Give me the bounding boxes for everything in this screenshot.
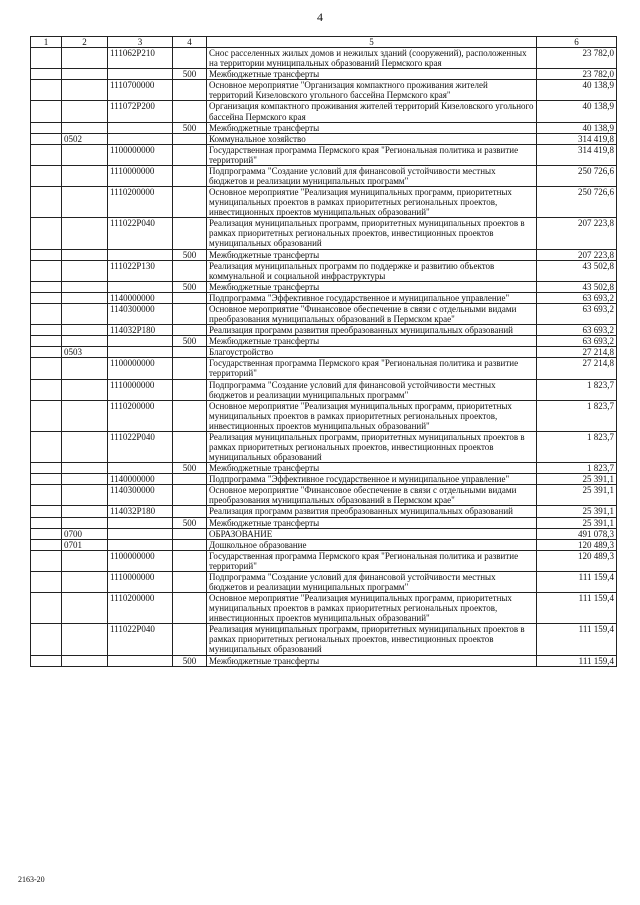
cell-amount: 1 823,7 [537,400,617,431]
cell-empty [31,400,62,431]
cell-amount: 111 159,4 [537,655,617,666]
cell-name: Основное мероприятие "Реализация муниципальных программ, приоритетных муниципальных проектов в рамках приоритетных региональных проектов, инвестиционных проектов муниципальных образований" [207,187,537,218]
cell-c3 [108,517,173,528]
cell-c2 [62,69,108,80]
cell-c3: 1140000000 [108,474,173,485]
cell-c4: 500 [173,122,207,133]
cell-empty [31,303,62,324]
cell-name: Снос расселенных жилых домов и нежилых зданий (сооружений), расположенных на территории муниципальных образований Пермского края [207,48,537,69]
cell-name: Межбюджетные трансферты [207,655,537,666]
cell-c3: 1100000000 [108,550,173,571]
cell-c4 [173,80,207,101]
table-row [31,624,617,655]
cell-name: Подпрограмма "Эффективное государственное и муниципальное управление" [207,474,537,485]
cell-c3: 1110000000 [108,571,173,592]
cell-c3: 114032P180 [108,506,173,517]
cell-c3 [108,655,173,666]
cell-amount: 111 159,4 [537,593,617,624]
cell-amount: 1 823,7 [537,463,617,474]
cell-amount: 43 502,8 [537,281,617,292]
table-row [31,550,617,571]
cell-name: Межбюджетные трансферты [207,281,537,292]
cell-name: Основное мероприятие "Реализация муниципальных программ, приоритетных муниципальных проектов в рамках приоритетных региональных проектов, инвестиционных проектов муниципальных образований" [207,400,537,431]
cell-name: Подпрограмма "Создание условий для финансовой устойчивости местных бюджетов и реализации муниципальных программ" [207,165,537,186]
cell-name: Реализация муниципальных программ, приоритетных муниципальных проектов в рамках приоритетных региональных проектов, инвестиционных проектов муниципальных образований [207,431,537,462]
cell-c4 [173,506,207,517]
cell-c2 [62,249,108,260]
cell-amount: 40 138,9 [537,80,617,101]
cell-name: Межбюджетные трансферты [207,517,537,528]
cell-name: Подпрограмма "Создание условий для финансовой устойчивости местных бюджетов и реализации муниципальных программ" [207,571,537,592]
cell-c4: 500 [173,249,207,260]
cell-empty [31,485,62,506]
cell-amount: 207 223,8 [537,249,617,260]
table-row [31,218,617,249]
cell-amount: 120 489,3 [537,550,617,571]
cell-empty [31,593,62,624]
cell-empty [31,550,62,571]
table-row [31,292,617,303]
table-row [31,593,617,624]
table-row [31,655,617,666]
cell-name: Реализация муниципальных программ по поддержке и развитию объектов коммунальной и социальной инфраструктуры [207,260,537,281]
cell-c3: 1110700000 [108,80,173,101]
cell-c4: 500 [173,517,207,528]
cell-empty [31,122,62,133]
cell-c4 [173,485,207,506]
cell-c3 [108,528,173,539]
table-row [31,48,617,69]
cell-name: Основное мероприятие "Финансовое обеспечение в связи с отдельными видами преобразования муниципальных образований в Пермском крае" [207,485,537,506]
cell-amount: 250 726,6 [537,165,617,186]
header-cell: 6 [537,37,617,48]
cell-name: Межбюджетные трансферты [207,69,537,80]
cell-c2 [62,463,108,474]
table-row [31,101,617,122]
cell-amount: 1 823,7 [537,379,617,400]
cell-c3: 1110200000 [108,593,173,624]
cell-c3: 1140300000 [108,303,173,324]
table-row [31,133,617,144]
cell-name: Основное мероприятие "Организация компактного проживания жителей территорий Кизеловского угольного бассейна Пермского края" [207,80,537,101]
footer-code: 2163-20 [18,875,45,884]
cell-empty [31,624,62,655]
cell-empty [31,655,62,666]
cell-c4 [173,400,207,431]
cell-c4: 500 [173,655,207,666]
cell-c2 [62,593,108,624]
cell-amount: 25 391,1 [537,474,617,485]
cell-c2: 0700 [62,528,108,539]
cell-c3: 111022P040 [108,431,173,462]
cell-name: ОБРАЗОВАНИЕ [207,528,537,539]
table-row [31,144,617,165]
cell-name: Реализация муниципальных программ, приоритетных муниципальных проектов в рамках приоритетных региональных проектов, инвестиционных проектов муниципальных образований [207,218,537,249]
table-header-row [31,37,617,48]
cell-empty [31,260,62,281]
table-row [31,80,617,101]
cell-c4 [173,292,207,303]
cell-c3: 1110000000 [108,379,173,400]
cell-c3: 1100000000 [108,144,173,165]
cell-c4 [173,358,207,379]
cell-c4 [173,260,207,281]
cell-empty [31,69,62,80]
cell-c2 [62,101,108,122]
cell-c4 [173,218,207,249]
cell-c4 [173,431,207,462]
table-row [31,463,617,474]
cell-c3 [108,463,173,474]
header-cell: 5 [207,37,537,48]
cell-c2 [62,474,108,485]
cell-c2 [62,379,108,400]
cell-name: Межбюджетные трансферты [207,249,537,260]
header-cell: 2 [62,37,108,48]
cell-c2 [62,624,108,655]
table-row [31,122,617,133]
cell-name: Межбюджетные трансферты [207,122,537,133]
cell-empty [31,48,62,69]
table-row [31,303,617,324]
table-row [31,474,617,485]
table-row [31,379,617,400]
cell-amount: 63 693,2 [537,303,617,324]
cell-empty [31,539,62,550]
table-row [31,187,617,218]
header-cell: 3 [108,37,173,48]
cell-amount: 40 138,9 [537,122,617,133]
cell-amount: 23 782,0 [537,69,617,80]
cell-amount: 25 391,1 [537,517,617,528]
table-row [31,485,617,506]
cell-name: Подпрограмма "Эффективное государственное и муниципальное управление" [207,292,537,303]
cell-amount: 314 419,8 [537,144,617,165]
cell-c2 [62,165,108,186]
cell-c2 [62,400,108,431]
cell-name: Основное мероприятие "Реализация муниципальных программ, приоритетных муниципальных проектов в рамках приоритетных региональных проектов, инвестиционных проектов муниципальных образований" [207,593,537,624]
cell-c2: 0503 [62,347,108,358]
cell-c4 [173,539,207,550]
cell-c2 [62,336,108,347]
cell-name: Реализация программ развития преобразованных муниципальных образований [207,506,537,517]
table-row [31,539,617,550]
cell-c2 [62,48,108,69]
cell-amount: 111 159,4 [537,624,617,655]
cell-empty [31,325,62,336]
cell-empty [31,336,62,347]
cell-c2 [62,655,108,666]
cell-c4 [173,379,207,400]
cell-c3: 111062P210 [108,48,173,69]
table-row [31,260,617,281]
table-row [31,336,617,347]
table-row [31,506,617,517]
cell-c2 [62,303,108,324]
cell-c4 [173,325,207,336]
cell-name: Государственная программа Пермского края "Региональная политика и развитие территорий" [207,358,537,379]
cell-amount: 23 782,0 [537,48,617,69]
cell-c4 [173,133,207,144]
cell-c2 [62,506,108,517]
cell-amount: 491 078,3 [537,528,617,539]
cell-name: Государственная программа Пермского края "Региональная политика и развитие территорий" [207,144,537,165]
cell-amount: 1 823,7 [537,431,617,462]
header-cell: 4 [173,37,207,48]
cell-name: Коммунальное хозяйство [207,133,537,144]
cell-empty [31,218,62,249]
cell-c3: 1110200000 [108,400,173,431]
cell-empty [31,463,62,474]
cell-c3: 111022P040 [108,624,173,655]
table-row [31,400,617,431]
cell-amount: 43 502,8 [537,260,617,281]
table-row [31,431,617,462]
page-number: 4 [317,10,323,24]
cell-name: Дошкольное образование [207,539,537,550]
cell-amount: 63 693,2 [537,336,617,347]
cell-c4 [173,528,207,539]
cell-empty [31,281,62,292]
cell-c4 [173,303,207,324]
cell-c4: 500 [173,336,207,347]
cell-empty [31,144,62,165]
cell-c4 [173,624,207,655]
cell-c3 [108,347,173,358]
cell-c2 [62,517,108,528]
cell-c4 [173,48,207,69]
cell-empty [31,292,62,303]
cell-name: Благоустройство [207,347,537,358]
cell-empty [31,431,62,462]
cell-c3: 1140300000 [108,485,173,506]
cell-c3 [108,133,173,144]
cell-empty [31,474,62,485]
cell-amount: 250 726,6 [537,187,617,218]
table-row [31,165,617,186]
cell-c2 [62,122,108,133]
cell-c4 [173,144,207,165]
cell-amount: 63 693,2 [537,325,617,336]
cell-c2 [62,292,108,303]
cell-name: Подпрограмма "Создание условий для финансовой устойчивости местных бюджетов и реализации муниципальных программ" [207,379,537,400]
cell-c3: 114032P180 [108,325,173,336]
cell-name: Государственная программа Пермского края "Региональная политика и развитие территорий" [207,550,537,571]
cell-c3: 1110200000 [108,187,173,218]
cell-name: Основное мероприятие "Финансовое обеспечение в связи с отдельными видами преобразования муниципальных образований в Пермском крае" [207,303,537,324]
cell-empty [31,101,62,122]
cell-c3 [108,249,173,260]
cell-c4: 500 [173,281,207,292]
cell-c3: 111022P130 [108,260,173,281]
cell-c4 [173,550,207,571]
cell-c2 [62,218,108,249]
cell-c4 [173,593,207,624]
cell-c3 [108,69,173,80]
cell-name: Реализация программ развития преобразованных муниципальных образований [207,325,537,336]
table-row [31,249,617,260]
cell-c2 [62,281,108,292]
table-row [31,571,617,592]
cell-c2 [62,550,108,571]
cell-c4 [173,347,207,358]
cell-empty [31,347,62,358]
cell-c3: 1110000000 [108,165,173,186]
table-row [31,528,617,539]
table-row [31,358,617,379]
cell-c4 [173,101,207,122]
cell-empty [31,133,62,144]
cell-c2: 0502 [62,133,108,144]
cell-empty [31,358,62,379]
cell-c2 [62,485,108,506]
cell-c2: 0701 [62,539,108,550]
cell-amount: 25 391,1 [537,506,617,517]
table-row [31,325,617,336]
cell-amount: 314 419,8 [537,133,617,144]
cell-c4 [173,187,207,218]
cell-empty [31,379,62,400]
cell-empty [31,571,62,592]
cell-name: Реализация муниципальных программ, приоритетных муниципальных проектов в рамках приоритетных региональных проектов, инвестиционных проектов муниципальных образований [207,624,537,655]
cell-amount: 25 391,1 [537,485,617,506]
cell-c4 [173,165,207,186]
table-row [31,517,617,528]
cell-c3 [108,539,173,550]
cell-c2 [62,571,108,592]
cell-name: Межбюджетные трансферты [207,336,537,347]
cell-c4: 500 [173,69,207,80]
cell-amount: 111 159,4 [537,571,617,592]
cell-c3 [108,122,173,133]
cell-empty [31,506,62,517]
cell-c3: 111072P200 [108,101,173,122]
cell-c2 [62,431,108,462]
cell-amount: 207 223,8 [537,218,617,249]
cell-c3: 111022P040 [108,218,173,249]
table-row [31,281,617,292]
cell-amount: 63 693,2 [537,292,617,303]
cell-c4: 500 [173,463,207,474]
cell-empty [31,187,62,218]
cell-empty [31,165,62,186]
cell-c3: 1100000000 [108,358,173,379]
cell-c4 [173,474,207,485]
cell-c3 [108,281,173,292]
cell-c2 [62,80,108,101]
header-cell: 1 [31,37,62,48]
cell-c3: 1140000000 [108,292,173,303]
table-row [31,347,617,358]
budget-table [30,36,617,667]
cell-empty [31,80,62,101]
cell-name: Межбюджетные трансферты [207,463,537,474]
cell-empty [31,249,62,260]
cell-amount: 40 138,9 [537,101,617,122]
cell-amount: 27 214,8 [537,347,617,358]
cell-empty [31,517,62,528]
cell-name: Организация компактного проживания жителей территорий Кизеловского угольного бассейна Пермского края [207,101,537,122]
cell-c4 [173,571,207,592]
cell-c2 [62,144,108,165]
cell-c2 [62,187,108,218]
table-row [31,69,617,80]
cell-amount: 27 214,8 [537,358,617,379]
cell-c2 [62,358,108,379]
cell-c2 [62,260,108,281]
cell-empty [31,528,62,539]
cell-amount: 120 489,3 [537,539,617,550]
cell-c3 [108,336,173,347]
cell-c2 [62,325,108,336]
